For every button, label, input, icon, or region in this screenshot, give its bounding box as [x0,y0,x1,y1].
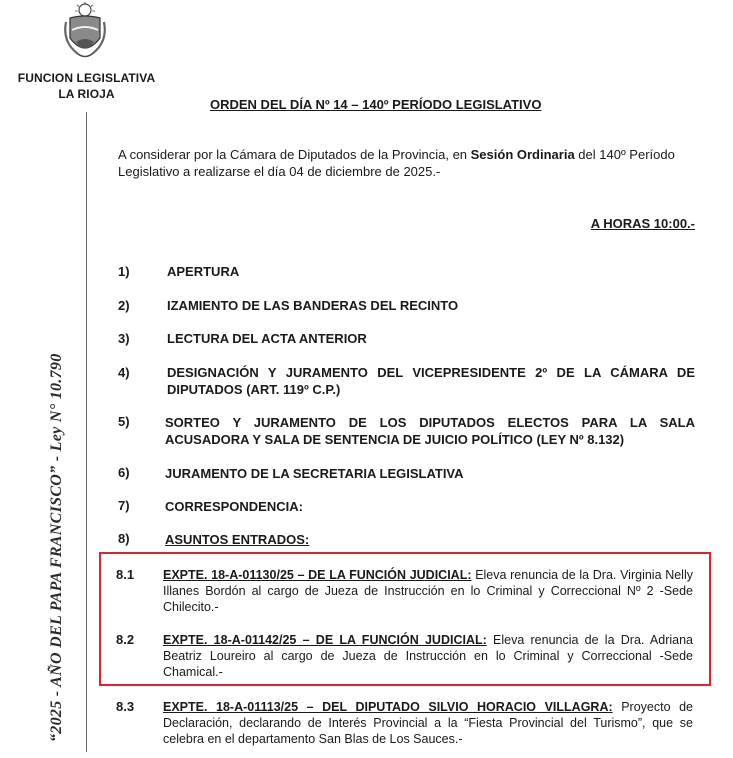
subitem-lead: EXPTE. 18-A-01113/25 – DEL DIPUTADO SILVIO HORACIO VILLAGRA: [163,700,613,714]
intro-session-type: Sesión Ordinaria [470,147,575,162]
item-number: 7) [118,498,130,513]
item-number: 4) [118,365,130,380]
document-title: ORDEN DEL DÍA Nº 14 – 140º PERÍODO LEGISLATIVO [210,97,542,112]
coat-of-arms-icon [60,2,110,60]
item-number: 3) [118,331,130,346]
subitem-number: 8.2 [116,632,135,647]
org-province: LA RIOJA [58,87,115,101]
subitem-body: Eleva renuncia de la Dra. Adriana Beatriz Loureiro al cargo de Jueza de Instrucción en lo Criminal y Correccional -Sede Chamical.- [163,633,693,679]
agenda-item: JURAMENTO DE LA SECRETARIA LEGISLATIVA [165,466,464,481]
subitem-8-3 [163,699,693,747]
session-time: A HORAS 10:00.- [590,216,695,231]
item-number: 8) [118,531,130,546]
margin-rule [86,112,87,752]
agenda-item: LECTURA DEL ACTA ANTERIOR [167,331,367,346]
agenda-item: SORTEO Y JURAMENTO DE LOS DIPUTADOS ELECTOS PARA LA SALA ACUSADORA Y SALA DE SENTENCIA DE JUICIO POLÍTICO (LEY Nº 8.132) [165,415,695,447]
subitem-8-2 [163,632,693,680]
intro-text-1: A considerar por la Cámara de Diputados de la Provincia, en [118,147,471,162]
item-number: 6) [118,465,130,480]
subitem-body: Eleva renuncia de la Dra. Virginia Nelly Illanes Bordón al cargo de Jueza de Instrucción en lo Criminal y Correccional Nº 2 -Sede Chilecito.- [163,568,693,614]
org-name: FUNCION LEGISLATIVA [17,71,156,85]
item-number: 1) [118,264,130,279]
year-motto-banner: “2025 - AÑO DEL PAPA FRANCISCO” - Ley N° 10.790 [48,353,65,742]
intro-paragraph [118,146,703,180]
agenda-item: ASUNTOS ENTRADOS: [165,532,310,547]
agenda-item: APERTURA [167,264,240,279]
agenda-item: IZAMIENTO DE LAS BANDERAS DEL RECINTO [167,298,459,313]
subitem-body: Proyecto de Declaración, declarando de Interés Provincial a la “Fiesta Provincial del Turismo”, que se celebra en el departamento San Blas de Los Sauces.- [163,700,694,746]
subitem-number: 8.1 [116,567,135,582]
subitem-lead: EXPTE. 18-A-01142/25 – DE LA FUNCIÓN JUDICIAL: [163,633,487,647]
subitem-lead: EXPTE. 18-A-01130/25 – DE LA FUNCIÓN JUDICIAL: [163,568,472,582]
item-number: 5) [118,414,130,429]
agenda-item: CORRESPONDENCIA: [165,499,303,514]
intro-text-2: del 140º Período Legislativo a realizarse el día 04 de diciembre de 2025.- [118,147,675,179]
subitem-number: 8.3 [116,699,135,714]
item-number: 2) [118,298,130,313]
agenda-item: DESIGNACIÓN Y JURAMENTO DEL VICEPRESIDENTE 2º DE LA CÁMARA DE DIPUTADOS (ART. 119º C.P.) [167,365,695,397]
subitem-8-1 [163,567,693,615]
